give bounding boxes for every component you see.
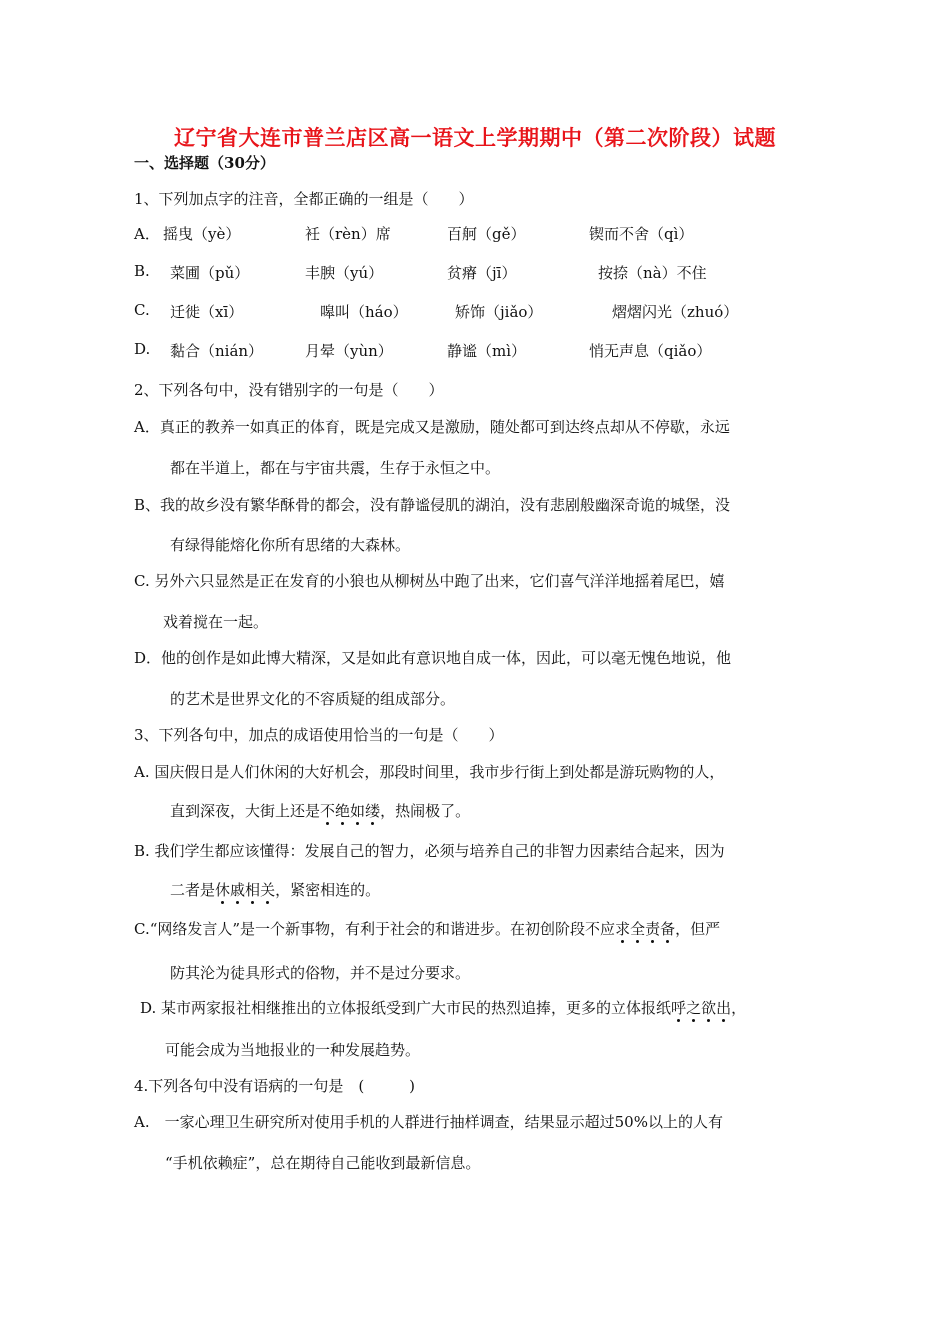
question-3-option-d-line-1 (140, 997, 746, 1018)
question-2-option-a-line-2: 都在半道上，都在与宇宙共震，生存于永恒之中。 (170, 459, 501, 477)
question-2-option-a-line-1: A．真正的教养一如真正的体育，既是完成又是激励，随处都可到达终点却从不停歇，永远 (134, 418, 730, 436)
question-4-stem: 4.下列各句中没有语病的一句是 ( ) (134, 1077, 416, 1095)
question-3-option-c-line-1 (134, 918, 720, 939)
question-3-option-a-line-1: A. 国庆假日是人们休闲的大好机会，那段时间里，我市步行街上到处都是游玩购物的人， (134, 763, 725, 781)
question-2-stem: 2、下列各句中，没有错别字的一句是（ ） (134, 381, 444, 399)
option-item: 迁徙（xī） (170, 303, 244, 321)
option-item: 黏合（nián） (170, 342, 264, 360)
option-label: A． (134, 225, 160, 243)
option-label: B. (134, 262, 150, 280)
option-item: 菜圃（pǔ） (170, 264, 250, 282)
text-segment: ，热闹极了。 (380, 802, 471, 820)
option-item: 悄无声息（qiǎo） (589, 342, 712, 360)
question-2-option-b-line-2: 有绿得能熔化你所有思绪的大森林。 (170, 536, 411, 554)
dotted-idiom: 呼之欲出 (671, 999, 732, 1017)
question-3-option-d-line-2: 可能会成为当地报业的一种发展趋势。 (165, 1041, 421, 1059)
question-3-option-a-line-2 (170, 800, 470, 821)
text-segment: ，紧密相连的。 (275, 881, 381, 899)
option-item: 锲而不舍（qì） (589, 225, 694, 243)
option-item: 矫饰（jiǎo） (455, 303, 543, 321)
text-segment: ，但严 (675, 920, 721, 938)
question-3-option-b-line-2 (170, 879, 380, 900)
option-label: C. (134, 301, 150, 319)
option-label: D. (134, 340, 151, 358)
text-segment: C.“网络发言人”是一个新事物，有利于社会的和谐进步。在初创阶段不应 (134, 920, 616, 938)
option-item: 熠熠闪光（zhuó） (612, 303, 739, 321)
question-2-option-d-line-1: D．他的创作是如此博大精深，又是如此有意识地自成一体，因此，可以毫无愧色地说，他 (134, 649, 732, 667)
question-3-option-b-line-1: B. 我们学生都应该懂得：发展自己的智力，必须与培养自己的非智力因素结合起来，因为 (134, 842, 725, 860)
text-segment: 二者是 (170, 881, 216, 899)
text-segment: D. 某市两家报社相继推出的立体报纸受到广大市民的热烈追捧，更多的立体报纸 (140, 999, 672, 1017)
question-1-stem: 1、下列加点字的注音，全都正确的一组是（ ） (134, 190, 474, 208)
question-3-option-c-line-2: 防其沦为徒具形式的俗物，并不是过分要求。 (170, 964, 471, 982)
text-segment: ， (731, 999, 747, 1017)
option-item: 月晕（yùn） (305, 342, 393, 360)
question-2-option-b-line-1: B、我的故乡没有繁华酥骨的都会，没有静谧侵肌的湖泊，没有悲剧般幽深奇诡的城堡，没 (134, 496, 731, 514)
question-4-option-a-line-1: A. 一家心理卫生研究所对使用手机的人群进行抽样调查，结果显示超过50%以上的人有 (134, 1113, 723, 1131)
option-item: 摇曳（yè） (163, 225, 241, 243)
question-3-stem: 3、下列各句中，加点的成语使用恰当的一句是（ ） (134, 726, 504, 744)
question-2-option-d-line-2: 的艺术是世界文化的不容质疑的组成部分。 (170, 690, 456, 708)
page-title: 辽宁省大连市普兰店区高一语文上学期期中（第二次阶段）试题 (174, 125, 776, 150)
dotted-idiom: 休戚相关 (215, 881, 276, 899)
option-item: 衽（rèn）席 (305, 225, 391, 243)
dotted-idiom: 求全责备 (615, 920, 676, 938)
question-2-option-c-line-1: C. 另外六只显然是正在发育的小狼也从柳树丛中跑了出来，它们喜气洋洋地摇着尾巴，嬉 (134, 572, 725, 590)
text-segment: 直到深夜，大街上还是 (170, 802, 321, 820)
question-4-option-a-line-2: “手机依赖症”，总在期待自己能收到最新信息。 (165, 1154, 481, 1172)
option-item: 百舸（gě） (447, 225, 526, 243)
option-item: 静谧（mì） (447, 342, 527, 360)
option-item: 丰腴（yú） (305, 264, 384, 282)
option-item: 嗥叫（háo） (320, 303, 408, 321)
question-2-option-c-line-2: 戏着搅在一起。 (163, 613, 269, 631)
section-heading: 一、选择题（30分） (134, 154, 275, 172)
dotted-idiom: 不绝如缕 (320, 802, 381, 820)
option-item: 按捺（nà）不住 (598, 264, 707, 282)
option-item: 贫瘠（jī） (447, 264, 517, 282)
